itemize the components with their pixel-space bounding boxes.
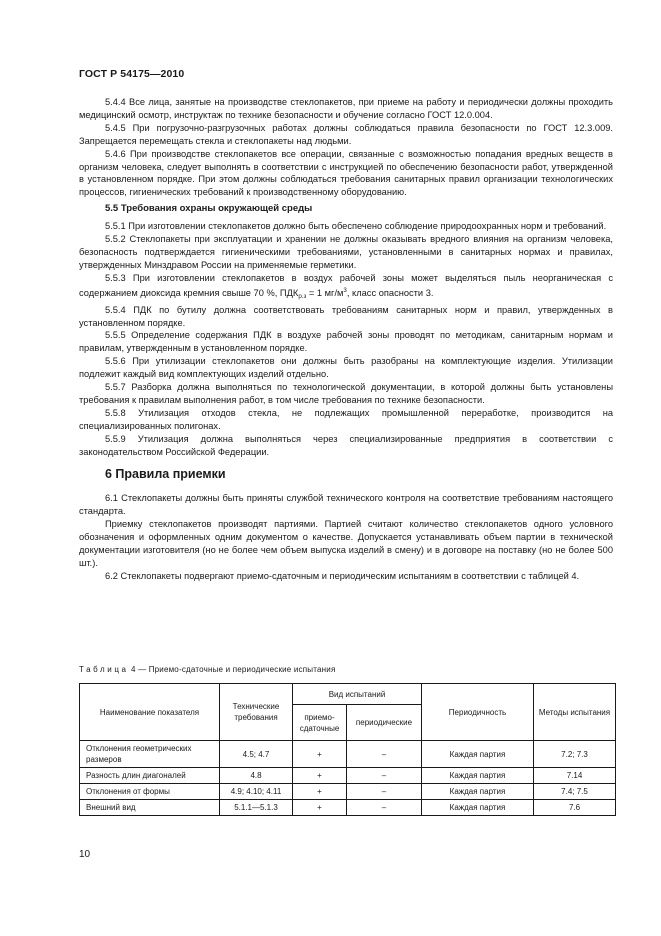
- paragraph-5-5-1: 5.5.1 При изготовлении стеклопакетов должно быть обеспечено соблюдение природоохранных норм и требований.: [105, 221, 607, 232]
- paragraph-5-5-3-text-c: , класс опасности 3.: [346, 287, 434, 298]
- cell-tech: 4.8: [220, 768, 293, 784]
- table-caption-word: Таблица: [79, 665, 129, 674]
- cell-tech: 5.1.1—5.1.3: [220, 800, 293, 816]
- table-caption-text: 4 — Приемо-сдаточные и периодические испытания: [128, 665, 336, 674]
- paragraph-6-2: 6.2 Стеклопакеты подвергают приемо-сдаточным и периодическим испытаниям в соответствии с таблицей 4.: [105, 570, 580, 581]
- header-tech-requirements: Технические требования: [220, 684, 293, 741]
- cell-methods: 7.4; 7.5: [534, 784, 616, 800]
- cell-tech: 4.9; 4.10; 4.11: [220, 784, 293, 800]
- cell-name: Отклонения от формы: [80, 784, 220, 800]
- cell-accept: +: [293, 741, 347, 768]
- cell-periodic: –: [347, 800, 422, 816]
- paragraph-5-5-7: 5.5.7 Разборка должна выполняться по технологической документации, в которой должны быть установлены требования к правилам выполнения работ, в том числе требования по технике безопасности.: [79, 382, 613, 405]
- cell-accept: +: [293, 784, 347, 800]
- table-caption: [79, 665, 619, 674]
- cell-accept: +: [293, 800, 347, 816]
- body-text: [79, 96, 613, 583]
- pdk-subscript: р.з: [298, 292, 307, 300]
- paragraph-5-5-2: 5.5.2 Стеклопакеты при эксплуатации и хранении не должны оказывать вредного влияния на организм человека, безопасность подтверждается гигиеническими требованиями, установленными в санитарных нормах и правилах, утвержденных Минздравом России на применяемые герметики.: [79, 234, 613, 270]
- paragraph-5-5-6: 5.5.6 При утилизации стеклопакетов они должны быть разобраны на комплектующие изделия. Утилизации подлежит каждый вид комплектующих изделий отдельно.: [79, 356, 613, 380]
- cell-name: Разность длин диагоналей: [80, 768, 220, 784]
- paragraph-5-4-4: 5.4.4 Все лица, занятые на производстве стеклопакетов, при приеме на работу и периодически должны проходить медицинский осмотр, инструктаж по технике безопасности и обучение согласно ГОСТ 12.0.004.: [79, 97, 613, 120]
- cell-periodic: –: [347, 768, 422, 784]
- section-heading-6: 6 Правила приемки: [105, 467, 226, 482]
- table-row: [80, 741, 616, 768]
- cell-methods: 7.6: [534, 800, 616, 816]
- cell-accept: +: [293, 768, 347, 784]
- table-row: [80, 784, 616, 800]
- paragraph-5-5-3-text-b: = 1 мг/м: [306, 287, 344, 298]
- header-indicator-name: Наименование показателя: [80, 684, 220, 741]
- table-row: [80, 768, 616, 784]
- unit-superscript: 3: [343, 286, 347, 294]
- paragraph-6-1-b: Приемку стеклопакетов производят партиями. Партией считают количество стеклопакетов одного условного обозначения и оформленных одним документом о качестве. Допускается устанавливать объем партии в технической документации изготовителя (но не более чем объем выпуска изделий в смену) и в договоре на поставку (но не более 500 шт.).: [79, 519, 613, 568]
- acceptance-tests-table: [79, 683, 616, 816]
- paragraph-5-4-6: 5.4.6 При производстве стеклопакетов все операции, связанные с возможностью попадания вредных веществ в организм человека, следует выполнять в соответствии с инструкцией по обеспечению безопасности работ, утвержденной в установленном порядке. При этом должны соблюдаться требования санитарных правил организации технологических процессов, гигиенических требований к производственному оборудованию.: [79, 148, 613, 198]
- paragraph-5-5-8: 5.5.8 Утилизация отходов стекла, не подлежащих промышленной переработке, производится на специализированных полигонах.: [79, 407, 613, 431]
- table-row: [80, 800, 616, 816]
- cell-periodic: –: [347, 784, 422, 800]
- header-periodic: периодические: [347, 705, 422, 741]
- document-header: ГОСТ Р 54175—2010: [79, 68, 185, 80]
- cell-name: Отклонения геометрических размеров: [80, 741, 220, 768]
- cell-frequency: Каждая партия: [422, 768, 534, 784]
- cell-periodic: –: [347, 741, 422, 768]
- cell-frequency: Каждая партия: [422, 800, 534, 816]
- header-periodicity: Периодичность: [422, 684, 534, 741]
- page-number: 10: [79, 849, 91, 860]
- cell-frequency: Каждая партия: [422, 784, 534, 800]
- cell-methods: 7.2; 7.3: [534, 741, 616, 768]
- cell-methods: 7.14: [534, 768, 616, 784]
- paragraph-5-4-5: 5.4.5 При погрузочно-разгрузочных работах должны соблюдаться правила безопасности по ГОСТ 12.3.009. Запрещается перемещать стекла и стеклопакеты над людьми.: [79, 122, 613, 146]
- paragraph-5-5-5: 5.5.5 Определение содержания ПДК в воздухе рабочей зоны проводят по методикам, санитарным нормам и правилам, утвержденным в установленном порядке.: [79, 330, 613, 354]
- paragraph-5-5-4: 5.5.4 ПДК по бутилу должна соответствовать требованиям санитарных норм и правил, утвержденных в установленном порядке.: [79, 304, 613, 328]
- paragraph-5-5-3-text-a: 5.5.3 При изготовлении стеклопакетов в воздух рабочей зоны может выделяться пыль неорганическая с содержанием диоксида кремния свыше 70 %, ПДК: [79, 272, 613, 298]
- cell-name: Внешний вид: [80, 800, 220, 816]
- cell-tech: 4.5; 4.7: [220, 741, 293, 768]
- paragraph-5-5-9: 5.5.9 Утилизация должна выполняться через специализированные предприятия в соответствии с законодательством Российской Федерации.: [79, 433, 613, 457]
- cell-frequency: Каждая партия: [422, 741, 534, 768]
- header-acceptance: приемо-сдаточные: [293, 705, 347, 741]
- header-test-kind: Вид испытаний: [293, 684, 422, 705]
- header-test-methods: Методы испытания: [534, 684, 616, 741]
- paragraph-5-5-3: [79, 272, 613, 304]
- paragraph-6-1: 6.1 Стеклопакеты должны быть приняты службой технического контроля на соответствие требованиям настоящего стандарта.: [79, 493, 613, 517]
- subsection-heading-5-5: 5.5 Требования охраны окружающей среды: [105, 203, 313, 215]
